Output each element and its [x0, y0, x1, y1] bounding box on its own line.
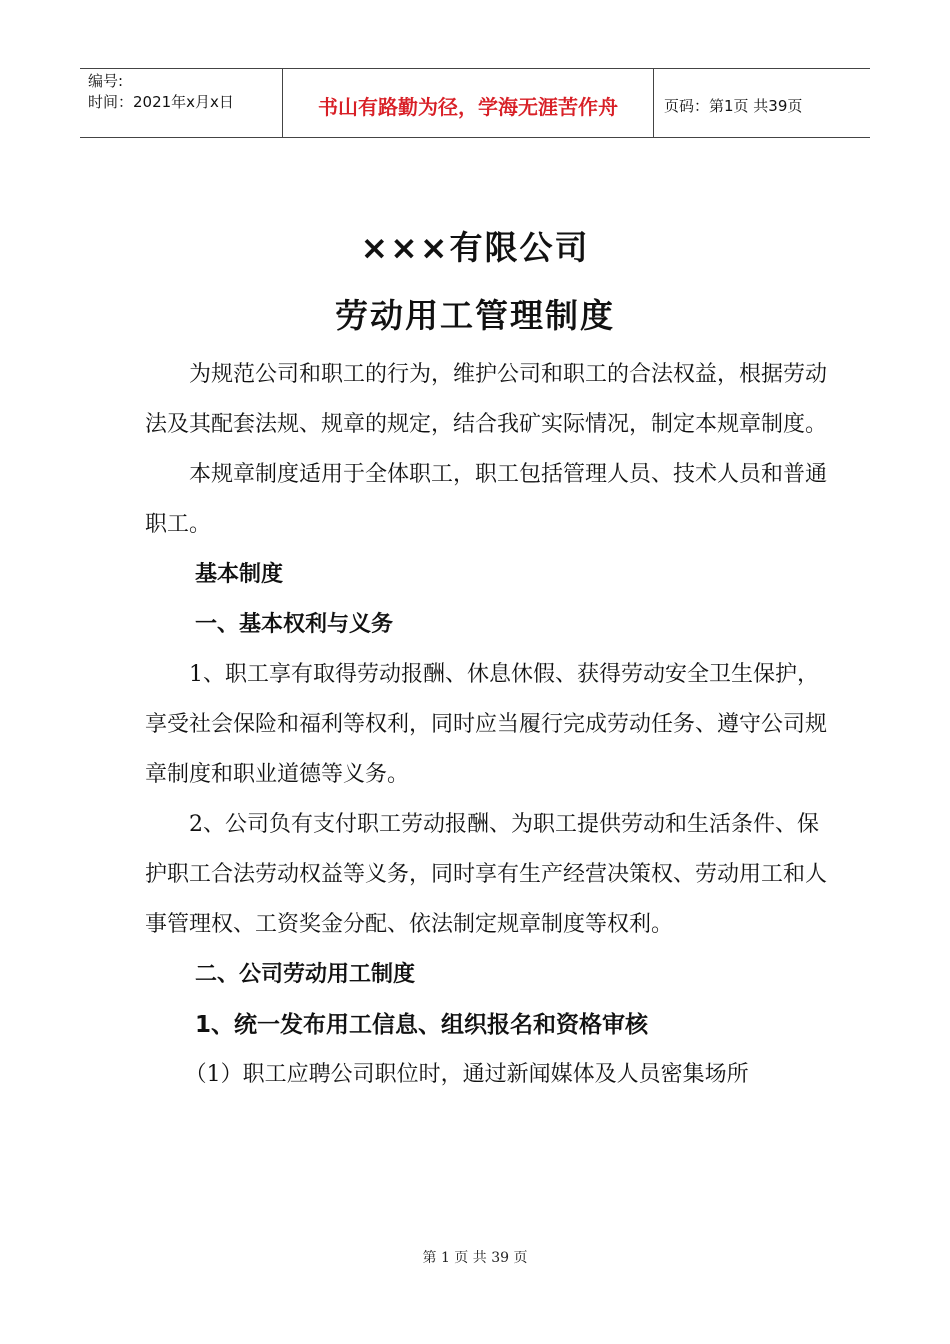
page-header [80, 68, 870, 138]
section-heading-basic: 基本制度 [195, 562, 284, 587]
list-item-rights-1: 1、职工享有取得劳动报酬、休息休假、获得劳动安全卫生保护，享受社会保险和福利等权利，同时应当履行完成劳动任务、遵守公司规章制度和职业道德等义务。 [145, 662, 828, 787]
header-meta-cell [80, 69, 283, 137]
document-time-label: 时间：2021年x月x日 [88, 93, 234, 111]
header-page-code: 页码：第1页 共39页 [664, 96, 803, 115]
document-body [145, 350, 835, 1100]
paragraph-intro: 为规范公司和职工的行为，维护公司和职工的合法权益，根据劳动法及其配套法规、规章的规定，结合我矿实际情况，制定本规章制度。 [145, 362, 828, 437]
paragraph-scope: 本规章制度适用于全体职工，职工包括管理人员、技术人员和普通职工。 [145, 462, 828, 537]
list-item-recruitment-1: （1）职工应聘公司职位时，通过新闻媒体及人员密集场所 [184, 1062, 749, 1087]
document-number-label: 编号: [88, 72, 124, 90]
list-item-rights-2: 2、公司负有支付职工劳动报酬、为职工提供劳动和生活条件、保护职工合法劳动权益等义务，同时享有生产经营决策权、劳动用工和人事管理权、工资奖金分配、依法制定规章制度等权利。 [145, 812, 828, 937]
section-heading-employment: 二、公司劳动用工制度 [195, 962, 416, 987]
page-footer: 第 1 页 共 39 页 [422, 1250, 528, 1266]
subsection-heading-recruitment: 1、统一发布用工信息、组织报名和资格审核 [195, 1012, 649, 1038]
document-title-main: 劳动用工管理制度 [335, 296, 615, 335]
document-title-company: ×××有限公司 [360, 228, 590, 267]
section-heading-rights: 一、基本权利与义务 [195, 612, 394, 637]
header-motto: 书山有路勤为径，学海无涯苦作舟 [283, 69, 654, 137]
